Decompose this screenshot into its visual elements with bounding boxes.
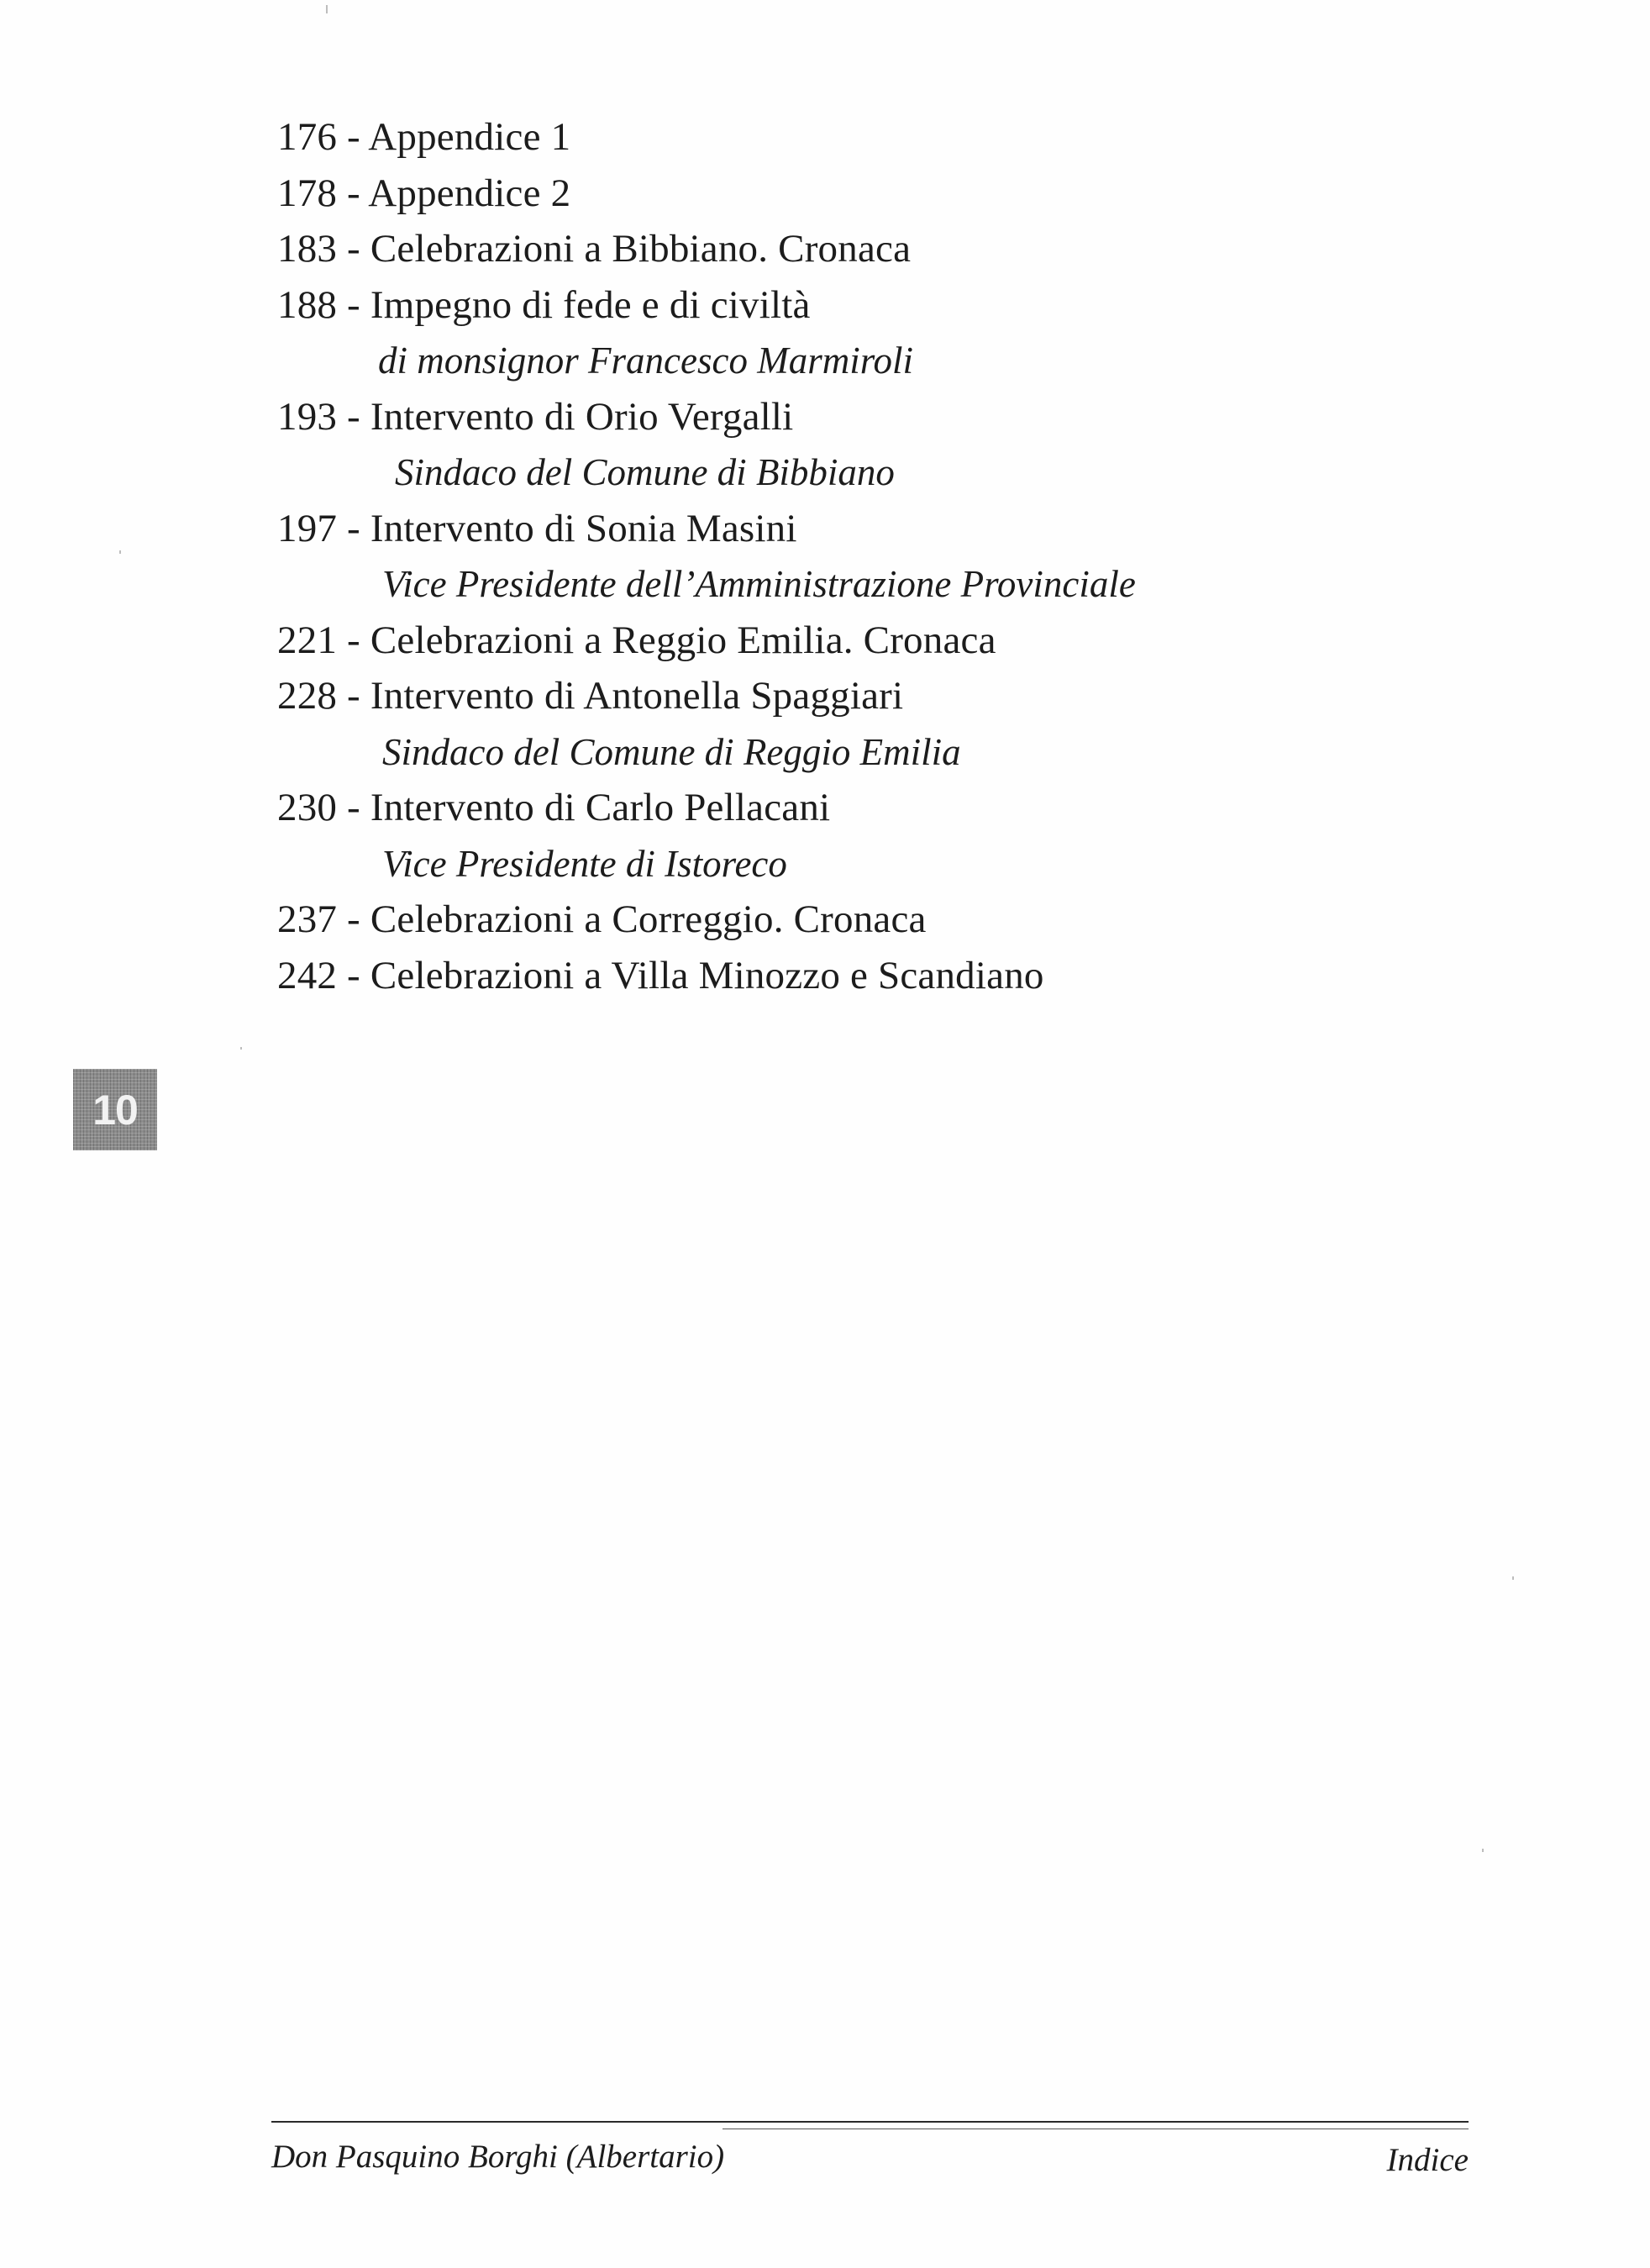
scan-speck bbox=[119, 550, 121, 554]
scan-speck bbox=[326, 5, 328, 13]
toc-entry-title: 193 - Intervento di Orio Vergalli bbox=[277, 394, 794, 439]
toc-entry-title: 230 - Intervento di Carlo Pellacani bbox=[277, 786, 831, 829]
toc-entry bbox=[277, 109, 1136, 166]
toc-entry bbox=[277, 948, 1136, 1004]
footer-rule bbox=[271, 2121, 1469, 2123]
toc-entry-title: 237 - Celebrazioni a Correggio. Cronaca bbox=[277, 897, 927, 941]
scan-speck bbox=[240, 1047, 242, 1050]
toc-entry bbox=[277, 780, 1136, 892]
toc-entry-title: 188 - Impegno di fede e di civiltà bbox=[277, 282, 811, 327]
table-of-contents bbox=[277, 109, 1136, 1003]
toc-entry-title: 228 - Intervento di Antonella Spaggiari bbox=[277, 674, 904, 718]
toc-entry-title: 178 - Appendice 2 bbox=[277, 171, 571, 215]
footer-section-title: Indice bbox=[1386, 2142, 1469, 2178]
toc-entry bbox=[277, 613, 1136, 669]
toc-entry-subtitle: Vice Presidente dell’Amministrazione Provinciale bbox=[382, 563, 1136, 605]
toc-entry bbox=[277, 277, 1136, 389]
toc-entry-subtitle: Sindaco del Comune di Reggio Emilia bbox=[382, 730, 961, 773]
toc-entry-subtitle: Sindaco del Comune di Bibbiano bbox=[395, 451, 895, 493]
toc-entry-subtitle: di monsignor Francesco Marmiroli bbox=[378, 339, 914, 382]
toc-entry-title: 183 - Celebrazioni a Bibbiano. Cronaca bbox=[277, 227, 912, 271]
toc-entry bbox=[277, 668, 1136, 780]
toc-entry-title: 176 - Appendice 1 bbox=[277, 115, 571, 159]
toc-entry-title: 221 - Celebrazioni a Reggio Emilia. Cronaca bbox=[277, 618, 996, 662]
toc-entry-title: 197 - Intervento di Sonia Masini bbox=[277, 506, 797, 550]
scan-speck bbox=[1482, 1849, 1484, 1852]
toc-entry bbox=[277, 166, 1136, 222]
toc-entry bbox=[277, 501, 1136, 613]
toc-entry bbox=[277, 892, 1136, 948]
toc-entry bbox=[277, 221, 1136, 277]
page-number: 10 bbox=[92, 1086, 138, 1134]
scan-speck bbox=[1512, 1576, 1514, 1580]
page-number-badge bbox=[73, 1069, 157, 1150]
toc-entry bbox=[277, 389, 1136, 501]
toc-entry-title: 242 - Celebrazioni a Villa Minozzo e Scandiano bbox=[277, 953, 1044, 997]
toc-entry-subtitle: Vice Presidente di Istoreco bbox=[382, 842, 787, 885]
footer-book-title: Don Pasquino Borghi (Albertario) bbox=[271, 2139, 725, 2175]
